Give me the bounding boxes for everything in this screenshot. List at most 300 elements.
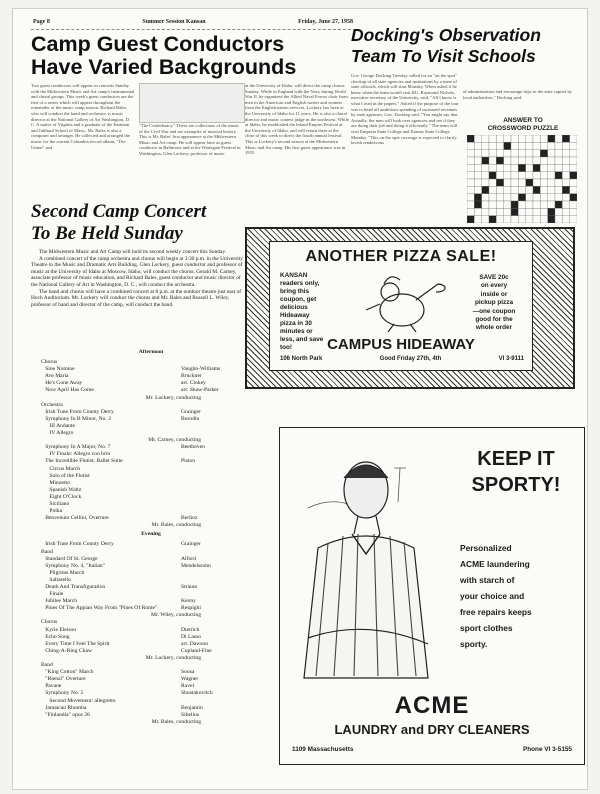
program-piece: Eight O'Clock	[41, 493, 82, 500]
article3-headline-line2: To Be Held Sunday	[31, 223, 183, 244]
program-item	[41, 584, 261, 591]
program-piece: Second Movement: allegretto	[41, 697, 116, 704]
acme-ad-subtitle: LAUNDRY and DRY CLEANERS	[334, 722, 530, 737]
program-composer: Shostakovitch	[181, 690, 213, 697]
crossword-cell	[562, 142, 569, 149]
crossword-cell	[518, 194, 525, 201]
acme-ad-body-line: sporty.	[460, 639, 488, 649]
program-piece: Kyrie Eleison	[41, 626, 77, 633]
article3-para2: A combined concert of the camp orchestra and chorus will begin at 3:30 p.m. in the University Theatre in the Music and Dramatic Arts Building. Glen Lockery, guest conductor and professor of music at the University of Idaho at Moscow, Idaho, will conduct the chorus. Gerald M. Carney, associate professor of music education, and Richard Bales, guest conductor and music director of the National Gallery of Art in Washington, D. C., will conduct the orchestra.	[31, 255, 243, 288]
crossword-cell	[504, 194, 511, 201]
crossword-cell	[496, 216, 503, 223]
pizza-ad-left-line: delicious	[280, 304, 308, 311]
acme-ad-headline-line1: KEEP IT	[477, 448, 555, 470]
crossword-cell	[511, 164, 518, 171]
program-item	[41, 712, 261, 719]
program-composer: Vaughn-Williams	[181, 366, 221, 373]
crossword-cell	[533, 194, 540, 201]
crossword-cell	[496, 172, 503, 179]
crossword-cell	[570, 208, 577, 215]
crossword-cell	[540, 179, 547, 186]
pizza-ad-left-line: less, and save	[280, 336, 324, 343]
program-piece: Sine Nomine	[41, 366, 75, 373]
acme-ad	[279, 427, 585, 765]
crossword-cell	[467, 172, 474, 179]
crossword-cell	[570, 216, 577, 223]
pizza-ad-right-copy	[460, 274, 528, 333]
program-item	[41, 690, 261, 697]
program-composer: Dietrich	[181, 626, 200, 633]
program-afternoon-list	[41, 359, 261, 529]
crossword-cell	[548, 186, 555, 193]
crossword-cell	[555, 186, 562, 193]
crossword-cell	[511, 135, 518, 142]
crossword-cell	[482, 208, 489, 215]
program-piece: Circus March	[41, 465, 80, 472]
crossword-cell	[504, 150, 511, 157]
crossword-cell	[562, 164, 569, 171]
pizza-ad-address: 106 North Park	[280, 356, 323, 362]
pizza-ad-right-line: —one coupon	[472, 307, 516, 315]
program-composer	[181, 487, 261, 494]
crossword-cell	[540, 194, 547, 201]
program-composer: Piston	[181, 458, 195, 465]
pizza-ad-left-line: Hideaway	[280, 312, 310, 319]
crossword-cell	[511, 216, 518, 223]
crossword-cell	[533, 172, 540, 179]
crossword-cell	[504, 186, 511, 193]
issue-date: Friday, June 27, 1958	[298, 19, 353, 25]
crossword-cell	[570, 172, 577, 179]
program-piece: Pines Of The Appian Way From "Pines Of Rome"	[41, 605, 158, 612]
crossword-cell	[482, 186, 489, 193]
crossword-cell	[482, 135, 489, 142]
program-piece: Minuetto	[41, 479, 70, 486]
crossword-cell	[540, 135, 547, 142]
program-composer: Ravel	[181, 683, 195, 690]
crossword-cell	[555, 179, 562, 186]
crossword-cell	[548, 179, 555, 186]
crossword-cell	[562, 135, 569, 142]
program-piece: "Rienzi" Overture	[41, 676, 86, 683]
program-composer	[181, 591, 261, 598]
program-composer: Grainger	[181, 541, 201, 548]
program-conductor-line: Mr. Lockery, conducting	[145, 394, 201, 401]
crossword-cell	[489, 216, 496, 223]
program-piece: Now April Has Come	[41, 387, 94, 394]
program-composer: arr. Dawson	[181, 640, 209, 647]
crossword-cell	[504, 157, 511, 164]
program-composer: Kenny	[181, 598, 196, 605]
crossword-cell	[489, 150, 496, 157]
program-composer: Bruckner	[181, 373, 202, 380]
crossword-cell	[548, 150, 555, 157]
program-item	[41, 641, 261, 648]
crossword-cell	[526, 142, 533, 149]
acme-ad-headline-line2: SPORTY!	[471, 474, 561, 496]
crossword-cell	[562, 186, 569, 193]
program-item	[41, 387, 261, 394]
crossword-cell	[533, 142, 540, 149]
pizza-ad-left-line: readers only,	[280, 280, 320, 287]
crossword-cell	[467, 135, 474, 142]
program-composer	[181, 577, 261, 584]
program-item	[41, 619, 261, 626]
program-evening-heading: Evening	[141, 531, 161, 538]
article1-headline-line2: Have Varied Backgrounds	[31, 55, 297, 79]
crossword-cell	[474, 142, 481, 149]
crossword-cell	[533, 208, 540, 215]
crossword-cell	[489, 208, 496, 215]
article3-headline-line1: Second Camp Concert	[31, 201, 207, 222]
crossword-cell	[496, 194, 503, 201]
article2-col1: Gov. George Docking Tuesday called for an "on the spot" checkup of all state agencies and institutions by a team of state officials, which will start Monday. When asked if he knew when the team would visit KU, Raymond Nichols, executive secretary of the University, said, "All I know is what I read in the papers." Asked if the purpose of the tour was to head off ambitious spending of increased revenues by state agencies, Gov. Docking said, "You might say that. Actually, the men will look over agencies and see if they are doing their job and doing it efficiently." The team will visit Emporia State College and Kansas State College Monday. "This on the spot coverage is expected to clarify lavish rendezvous	[351, 73, 459, 146]
program-item	[41, 541, 261, 548]
paper-name: Summer Session Kansan	[142, 19, 206, 25]
crossword-cell	[526, 186, 533, 193]
program-piece: He's Gone Away	[41, 380, 83, 387]
crossword-cell	[467, 201, 474, 208]
article1-col3: at the University of Idaho, will direct the camp chorus Sunday. While in England with the Navy during World War II, he organized the Allied Naval Forces choir from men in the American and English navies and women from the English nation services. Lockery has been at the University of Idaho for 11 years. He is also a choral director and music contest judge in the northwest. While at Idaho, he established the Inland Empire Festival at the University of Idaho, and will return there at the close of this week to direct the fourth annual festival. This is Lockery's second season at the Midwestern Music and Art camp. His first guest appearance was in 1955.	[245, 83, 349, 156]
crossword-cell	[548, 142, 555, 149]
crossword-cell	[526, 135, 533, 142]
program-composer: Copland-Fine	[181, 647, 212, 654]
crossword-title-line1: ANSWER TO	[503, 117, 543, 124]
article2-headline-line2: Team To Visit Schools	[351, 46, 536, 66]
crossword-cell	[467, 157, 474, 164]
pizza-chef-illustration-icon	[354, 270, 450, 332]
crossword-cell	[474, 157, 481, 164]
acme-ad-address: 1109 Massachusetts	[292, 746, 354, 753]
program-composer	[181, 549, 261, 556]
program-composer	[181, 501, 261, 508]
crossword-cell	[526, 208, 533, 215]
program-composer	[181, 494, 261, 501]
crossword-cell	[511, 208, 518, 215]
pizza-ad-right-line: good for the	[475, 316, 513, 324]
program-afternoon-heading: Afternoon	[138, 349, 164, 355]
program-conductor-line: Mr. Wiley, conducting	[151, 612, 201, 619]
crossword-cell	[562, 201, 569, 208]
acme-ad-body-line: sport clothes	[460, 623, 513, 633]
crossword-cell	[518, 142, 525, 149]
crossword-cell	[511, 186, 518, 193]
crossword-cell	[518, 216, 525, 223]
program-piece: Ave Maria	[41, 373, 69, 380]
crossword-cell	[526, 157, 533, 164]
crossword-cell	[562, 194, 569, 201]
crossword-cell	[548, 135, 555, 142]
crossword-cell	[511, 142, 518, 149]
program-item	[41, 359, 261, 366]
program-conductor-line: Mr. Carney, conducting	[148, 437, 201, 444]
crossword-cell	[474, 186, 481, 193]
crossword-cell	[533, 164, 540, 171]
program-piece: IV Finale: Allegro con brio	[41, 451, 111, 458]
program-piece: Siciliano	[41, 500, 70, 507]
crossword-cell	[467, 150, 474, 157]
program-piece: Every Time I Feel The Spirit	[41, 640, 110, 647]
crossword-cells	[467, 135, 577, 223]
pizza-ad-headline: ANOTHER PIZZA SALE!	[305, 248, 497, 265]
crossword-cell	[526, 150, 533, 157]
crossword-cell	[540, 216, 547, 223]
program-composer: arr. Clokey	[181, 380, 206, 387]
crossword-cell	[570, 150, 577, 157]
program-item	[41, 458, 261, 465]
crossword-cell	[533, 157, 540, 164]
crossword-cell	[533, 150, 540, 157]
crossword-cell	[533, 216, 540, 223]
crossword-cell	[548, 172, 555, 179]
program-composer	[181, 508, 261, 515]
program-piece: Band	[41, 662, 53, 669]
crossword-cell	[474, 216, 481, 223]
program-item	[41, 662, 261, 669]
crossword-cell	[504, 201, 511, 208]
program-composer: Strauss	[181, 584, 198, 590]
acme-ad-body-line: ACME laundering	[460, 559, 530, 569]
crossword-cell	[555, 164, 562, 171]
crossword-cell	[467, 142, 474, 149]
crossword-cell	[467, 216, 474, 223]
acme-ad-body-line: free repairs keeps	[460, 607, 532, 617]
program-item	[41, 466, 261, 473]
crossword-cell	[496, 208, 503, 215]
crossword-cell	[570, 157, 577, 164]
crossword-cell	[511, 172, 518, 179]
crossword-cell	[570, 186, 577, 193]
crossword-cell	[562, 208, 569, 215]
program-piece: Ching-A-Ring Chaw	[41, 647, 92, 654]
pizza-ad-left-line: KANSAN	[280, 272, 308, 279]
man-portrait-illustration-icon	[288, 438, 444, 680]
crossword-cell	[526, 179, 533, 186]
crossword-cell	[533, 179, 540, 186]
article2-headline	[351, 25, 583, 67]
program-composer: Respighi	[181, 605, 201, 612]
article1-col2: "The Confederacy." These are collections of the music of the Civil War and are examples of musical history. This is Mr. Bales' first appearance at the Midwestern Music and Art camp. He will appear later as guest conductor in Baltimore and at the Watergate Festival in Washington. Glen Lockery, professor of music	[139, 123, 241, 156]
crossword-cell	[474, 172, 481, 179]
crossword-cell	[570, 201, 577, 208]
acme-ad-name: ACME	[394, 692, 470, 719]
crossword-cell	[548, 157, 555, 164]
program-item	[41, 570, 261, 577]
crossword-cell	[555, 194, 562, 201]
program-piece: Saltarello	[41, 576, 71, 583]
article1-photo-area	[139, 83, 245, 123]
crossword-cell	[496, 157, 503, 164]
pizza-ad-panel	[269, 241, 533, 371]
program-piece: Echo Song	[41, 633, 70, 640]
crossword-cell	[504, 142, 511, 149]
crossword-cell	[518, 208, 525, 215]
crossword-cell	[518, 172, 525, 179]
crossword-cell	[518, 157, 525, 164]
acme-ad-phone: Phone VI 3-5155	[522, 746, 572, 753]
program-composer: arr. Shaw-Parker	[181, 387, 219, 394]
pizza-ad-left-line: too!	[280, 344, 293, 351]
program-item	[41, 605, 261, 612]
pizza-ad-right-line: inside or	[480, 290, 508, 298]
crossword-cell	[555, 157, 562, 164]
program-evening-list	[41, 541, 261, 725]
crossword-cell	[511, 150, 518, 157]
crossword-cell	[504, 208, 511, 215]
pizza-ad	[245, 227, 575, 389]
crossword-cell	[555, 172, 562, 179]
crossword-cell	[482, 150, 489, 157]
program-item	[41, 494, 261, 501]
pizza-ad-right-line: whole order	[475, 324, 513, 332]
crossword-cell	[555, 201, 562, 208]
crossword-cell	[548, 194, 555, 201]
program-item	[41, 508, 261, 515]
program-item	[41, 451, 261, 458]
crossword-cell	[526, 216, 533, 223]
crossword-cell	[474, 201, 481, 208]
crossword-cell	[533, 135, 540, 142]
program-piece: Polka	[41, 508, 63, 515]
crossword-cell	[555, 142, 562, 149]
crossword-cell	[496, 164, 503, 171]
article3-para1: The Midwestern Music and Art Camp will hold its second weekly concert this Sunday.	[39, 249, 227, 255]
crossword-cell	[526, 164, 533, 171]
program-item	[41, 591, 261, 598]
program-item	[41, 366, 261, 373]
program-item	[41, 430, 261, 437]
crossword-cell	[555, 208, 562, 215]
article3-body	[31, 249, 243, 345]
article2-col2: of administration and encourage trips to the state capitol by local authorities," Docking said.	[463, 89, 573, 100]
pizza-ad-left-line: bring this	[280, 288, 310, 295]
article2-headline-line1: Docking's Observation	[351, 25, 541, 45]
pizza-ad-right-line: SAVE 20c	[479, 274, 509, 281]
program-item	[41, 409, 261, 416]
crossword-cell	[504, 216, 511, 223]
program-piece: Solo of the Flutist	[41, 472, 90, 479]
program-item	[41, 577, 261, 584]
crossword-cell	[496, 186, 503, 193]
pizza-ad-phone: VI 3-9111	[498, 356, 524, 362]
program-composer	[181, 619, 261, 626]
crossword-cell	[504, 172, 511, 179]
program-composer	[181, 570, 261, 577]
program-piece: Irish Tune From County Derry	[41, 408, 114, 415]
crossword-cell	[482, 216, 489, 223]
pizza-ad-business-name: CAMPUS HIDEAWAY	[327, 336, 475, 353]
crossword-cell	[489, 157, 496, 164]
program-composer: Borodin	[181, 415, 200, 422]
program-composer: Grainger	[181, 408, 201, 415]
program-item	[41, 669, 261, 676]
program-composer: Mendelssohn	[181, 562, 211, 569]
program-piece: Chorus	[41, 619, 58, 626]
program-piece: Pilgrims March	[41, 569, 85, 576]
crossword-cell	[496, 135, 503, 142]
program-item	[41, 563, 261, 570]
article3-para3: The band and chorus will have a combined concert at 8 p.m. at the outdoor theatre just east of Hoch Auditorium. Mr. Lockery will conduct the chorus and Mr. Bales and Russell L. Wiley, professor of band and director of the camp, will conduct the band.	[31, 288, 242, 308]
program-piece: III Andante	[41, 422, 76, 429]
crossword-cell	[533, 201, 540, 208]
crossword-cell	[548, 164, 555, 171]
crossword-cell	[526, 172, 533, 179]
program-item	[41, 683, 261, 690]
crossword-cell	[540, 208, 547, 215]
program-composer	[181, 423, 261, 430]
program-piece: Irish Tune From County Derry	[41, 541, 114, 548]
program-composer: Sibelius	[181, 711, 200, 718]
crossword-cell	[482, 194, 489, 201]
program-composer	[181, 451, 261, 458]
program-piece: Jamaican Rhumba	[41, 704, 87, 711]
program-item	[41, 515, 261, 522]
program-item	[41, 501, 261, 508]
crossword-cell	[511, 179, 518, 186]
crossword-cell	[474, 150, 481, 157]
crossword-cell	[496, 142, 503, 149]
crossword-cell	[489, 142, 496, 149]
crossword-cell	[474, 208, 481, 215]
program-piece: Death And Transfiguration	[41, 584, 106, 590]
program-item	[41, 423, 261, 430]
program-piece: The Incredible Flutist, Ballet Suite	[41, 458, 123, 465]
crossword-cell	[511, 157, 518, 164]
crossword-cell	[548, 216, 555, 223]
crossword-cell	[474, 164, 481, 171]
crossword-cell	[482, 142, 489, 149]
crossword-cell	[540, 157, 547, 164]
crossword-cell	[570, 194, 577, 201]
program-piece: "King Cotton" March	[41, 669, 94, 676]
newspaper-page	[12, 8, 588, 790]
crossword-cell	[467, 194, 474, 201]
program-item	[41, 698, 261, 705]
crossword-cell	[562, 150, 569, 157]
masthead	[33, 19, 353, 25]
program-item	[41, 648, 261, 655]
program-composer: Wagner	[181, 676, 199, 683]
crossword-cell	[482, 164, 489, 171]
program-piece: Orchestra	[41, 401, 63, 408]
crossword-cell	[555, 150, 562, 157]
acme-ad-body	[460, 540, 582, 652]
crossword-cell	[467, 164, 474, 171]
crossword-title-line2: CROSSWORD PUZZLE	[487, 125, 559, 132]
crossword-cell	[467, 179, 474, 186]
crossword-cell	[482, 172, 489, 179]
pizza-ad-right-line: on every	[480, 282, 508, 290]
crossword-cell	[526, 201, 533, 208]
crossword-cell	[555, 216, 562, 223]
crossword-cell	[489, 172, 496, 179]
pizza-ad-left-line: coupon, get	[280, 296, 317, 303]
crossword-cell	[540, 142, 547, 149]
masthead-rule	[31, 29, 351, 30]
program-composer: Sousa	[181, 669, 195, 676]
crossword-cell	[562, 157, 569, 164]
program-piece: Spanish Waltz	[41, 486, 82, 493]
program-piece: Chorus	[41, 359, 58, 366]
crossword-cell	[489, 186, 496, 193]
program-item	[41, 549, 261, 556]
pizza-ad-left-line: pizza in 30	[280, 320, 312, 327]
crossword-cell	[474, 194, 481, 201]
program-composer	[181, 662, 261, 669]
concert-program	[41, 347, 261, 726]
crossword-cell	[562, 179, 569, 186]
crossword-cell	[562, 216, 569, 223]
